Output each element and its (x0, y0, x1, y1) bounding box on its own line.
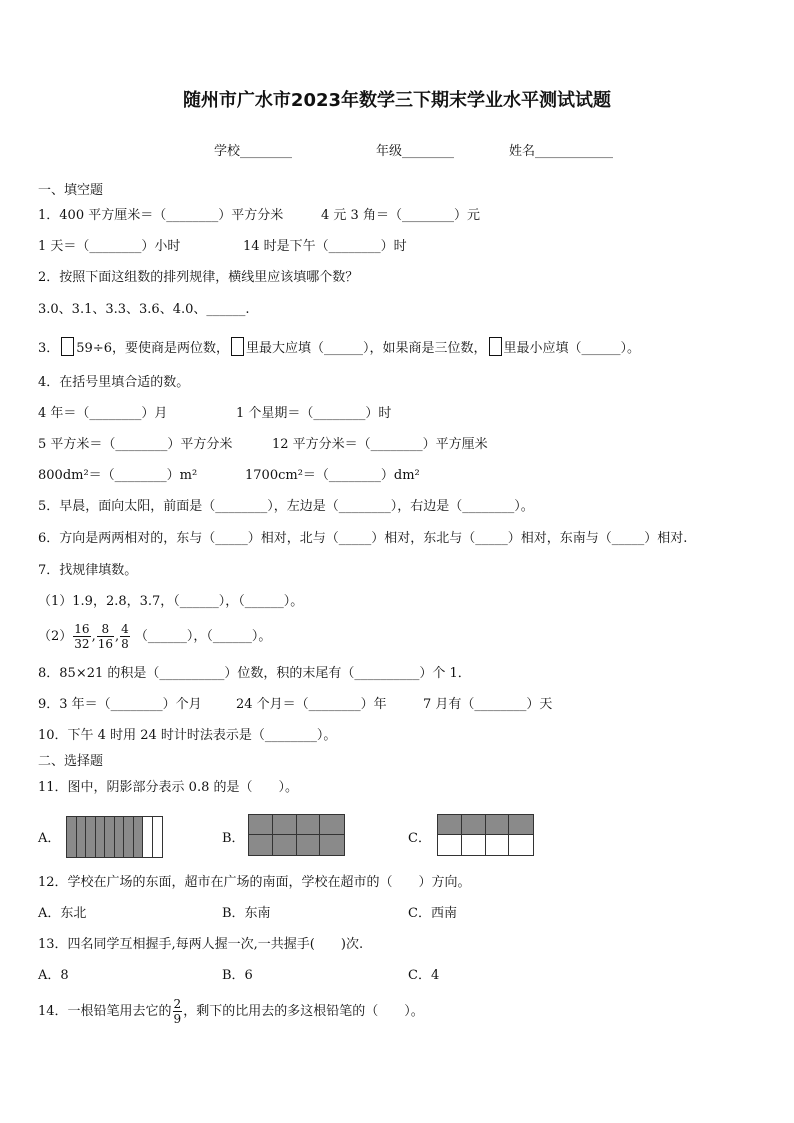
question-11: 11．图中，阴影部分表示 0.8 的是（ ）。 (38, 780, 298, 795)
fraction-denominator: 8 (121, 637, 129, 651)
question-8: 8．85×21 的积是（__________）位数，积的末尾有（__________）个 1． (38, 666, 471, 681)
fraction-denominator: 32 (74, 637, 90, 651)
q1-part-b: 4 元 3 角＝（________）元 (321, 208, 480, 223)
q3-text-1: 59÷6，要使商是两位数， (76, 341, 229, 356)
q4-r3-a: 800dm²＝（________）m² (38, 468, 198, 483)
fraction-numerator: 16 (74, 622, 90, 636)
q3-text-3: 里最小应填（______）。 (503, 341, 641, 356)
fraction-numerator: 2 (173, 997, 182, 1011)
name-field: 姓名____________ (509, 144, 614, 159)
digit-box (489, 337, 502, 356)
page-title: 随州市广水市2023年数学三下期末学业水平测试试题 (182, 90, 612, 111)
fraction-numerator: 8 (97, 622, 114, 637)
q9-part-b: 24 个月＝（________）年 (236, 697, 387, 712)
section-fill-blank: 一、填空题 (38, 183, 104, 198)
q12-option-a: A．东北 (38, 906, 87, 921)
question-7: 7．找规律填数。 (38, 563, 138, 578)
question-1-row1 (38, 206, 480, 226)
fraction-denominator: 16 (97, 637, 113, 651)
q3-prefix: 3． (38, 341, 60, 356)
question-4-row2 (38, 435, 488, 455)
fraction (73, 622, 90, 651)
q4-r1-a: 4 年＝（________）月 (38, 406, 168, 421)
fraction-denominator: 9 (173, 1012, 182, 1026)
grade-field: 年级________ (376, 144, 455, 159)
q11-option-a-label: A． (38, 831, 61, 846)
q11-figure-b (248, 814, 345, 856)
q4-r2-a: 5 平方米＝（________）平方分米 (38, 437, 233, 452)
digit-box (61, 337, 74, 356)
q13-option-b: B．6 (222, 968, 253, 983)
fraction (97, 622, 114, 651)
question-7-part-2: （2） $\frac{16}{32}$ , $\frac{8}{16}$ , $\frac{4}{8}$ （______），（______）。 (38, 622, 272, 651)
q9-part-c: 7 月有（________）天 (423, 697, 553, 712)
q11-option-b-label: B． (222, 831, 245, 846)
question-1-row2 (38, 237, 407, 257)
question-12-options (38, 904, 457, 924)
question-4: 4．在括号里填合适的数。 (38, 375, 190, 390)
question-13-options (38, 966, 440, 986)
question-9 (38, 695, 553, 715)
digit-box (231, 337, 244, 356)
question-4-row3 (38, 466, 420, 486)
q9-part-a: 9．3 年＝（________）个月 (38, 697, 202, 712)
question-4-row1 (38, 404, 392, 424)
q7-p2-suffix: （______），（______）。 (134, 629, 272, 644)
fraction (120, 622, 130, 651)
q3-text-2: 里最大应填（______），如果商是三位数， (246, 341, 487, 356)
question-14 (38, 995, 424, 1029)
section-multiple-choice: 二、选择题 (38, 754, 104, 769)
question-10: 10．下午 4 时用 24 时计时法表示是（________）。 (38, 728, 337, 743)
question-6: 6．方向是两两相对的，东与（_____）相对，北与（_____）相对，东北与（_____）相对，东南与（_____）相对. (38, 531, 688, 546)
q4-r1-b: 1 个星期＝（________）时 (236, 406, 392, 421)
q7-p2-prefix: （2） (38, 629, 73, 644)
q14-prefix: 14．一根铅笔用去它的 (38, 1004, 172, 1019)
question-13: 13．四名同学互相握手,每两人握一次,一共握手( )次. (38, 937, 364, 952)
school-field: 学校________ (214, 144, 293, 159)
fraction (173, 997, 183, 1026)
q1b-part-a: 1 天＝（________）小时 (38, 239, 181, 254)
fraction-numerator: 4 (121, 622, 129, 636)
question-3 (38, 337, 640, 359)
q4-r3-b: 1700cm²＝（________）dm² (245, 468, 420, 483)
question-2-sequence: 3.0、3.1、3.3、3.6、4.0、______. (38, 302, 250, 317)
q1-part-a: 1．400 平方厘米＝（________）平方分米 (38, 208, 284, 223)
q11-figure-a (66, 816, 163, 858)
q11-figure-c (437, 814, 534, 856)
q4-r2-b: 12 平方分米＝（________）平方厘米 (272, 437, 488, 452)
q14-suffix: ，剩下的比用去的多这根铅笔的（ ）。 (183, 1004, 424, 1019)
question-2: 2．按照下面这组数的排列规律，横线里应该填哪个数？ (38, 270, 359, 285)
q1b-part-b: 14 时是下午（________）时 (243, 239, 407, 254)
q13-option-a: A．8 (38, 968, 69, 983)
question-5: 5．早晨，面向太阳，前面是（________），左边是（________），右边是（________）。 (38, 499, 534, 514)
q12-option-c: C．西南 (408, 906, 457, 921)
q12-option-b: B．东南 (222, 906, 271, 921)
q11-option-c-label: C． (408, 831, 431, 846)
question-12: 12．学校在广场的东面，超市在广场的南面，学校在超市的（ ）方向。 (38, 875, 471, 890)
question-7-part-1: （1）1.9，2.8，3.7，（______），（______）。 (38, 594, 304, 609)
q13-option-c: C．4 (408, 968, 440, 983)
